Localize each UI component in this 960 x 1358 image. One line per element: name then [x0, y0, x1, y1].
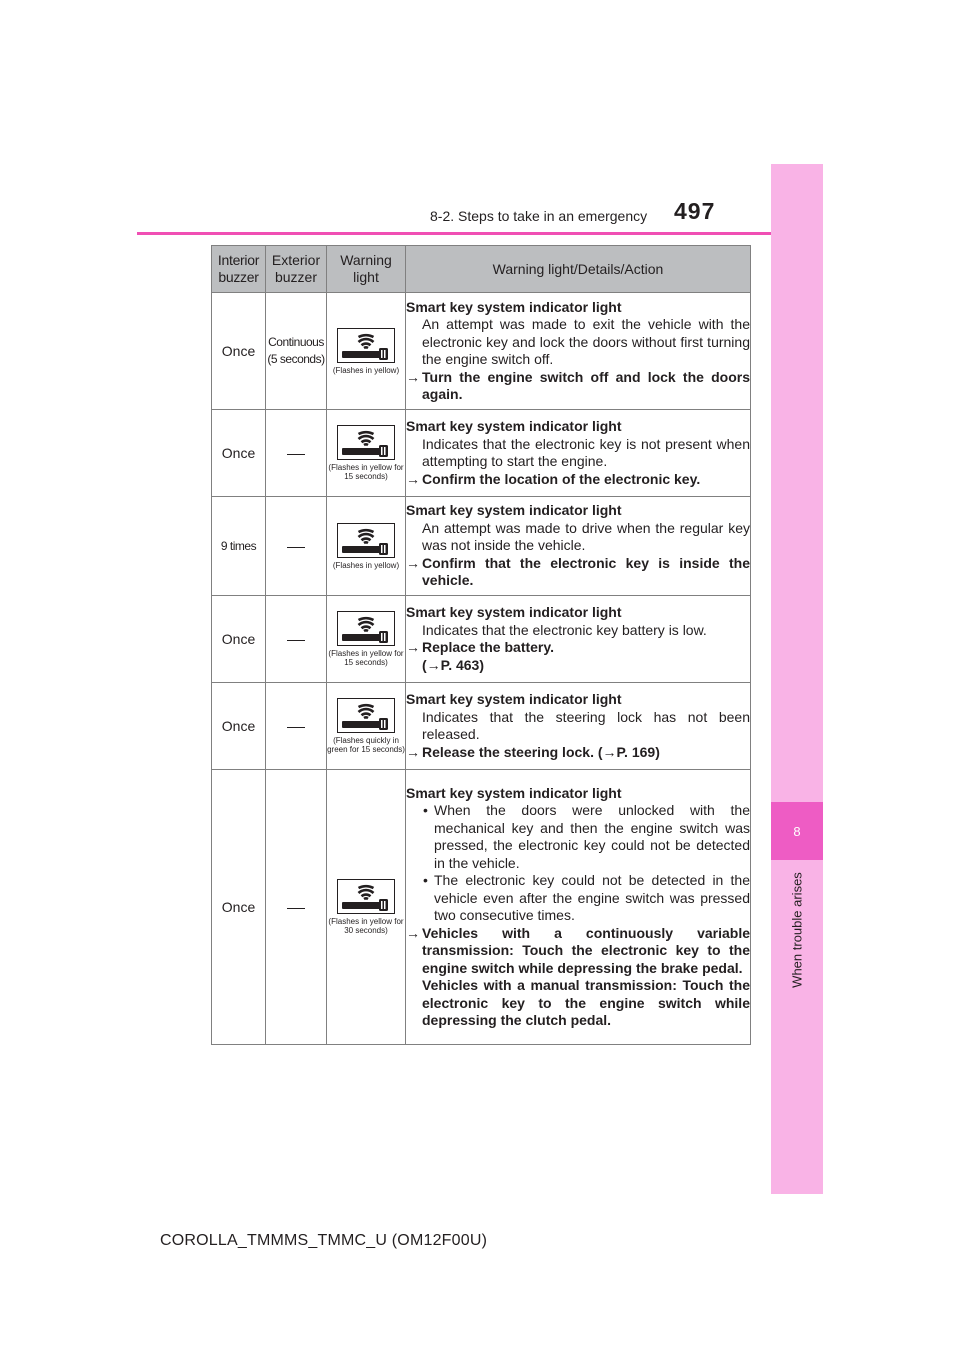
light-caption: (Flashes in yellow): [332, 560, 400, 570]
smart-key-indicator-icon: [337, 425, 395, 460]
light-caption: (Flashes in yellow): [332, 365, 400, 375]
interior-buzzer-cell: Once: [212, 293, 266, 410]
detail-action-2: Vehicles with a manual transmission: Touch the electronic key to the engine switch while depressing the clutch pedal.: [422, 977, 750, 1028]
warning-table: [211, 245, 751, 1045]
detail-body: An attempt was made to drive when the regular key was not inside the vehicle.: [422, 519, 750, 554]
smart-key-indicator-icon: [337, 611, 395, 646]
exterior-buzzer-cell: [266, 596, 327, 683]
dash-icon: [287, 727, 305, 728]
detail-title: Smart key system indicator light: [406, 784, 622, 801]
light-caption: (Flashes in yellow for 30 seconds): [328, 917, 404, 935]
interior-buzzer-cell: Once: [212, 596, 266, 683]
page-reference: (→P. 463): [422, 656, 484, 673]
header-details: Warning light/Details/Action: [406, 246, 751, 293]
detail-action: → Confirm the location of the electronic key.: [406, 470, 701, 487]
header-rule: [137, 232, 823, 235]
detail-action: → Release the steering lock. (→P. 169): [406, 743, 660, 760]
header-interior-buzzer: Interior buzzer: [212, 246, 266, 293]
side-tab-chapter-label: When trouble arises: [789, 872, 805, 988]
detail-action: → Turn the engine switch off and lock the doors again.: [406, 368, 750, 402]
detail-body: Indicates that the electronic key is not present when attempting to start the engine.: [422, 435, 750, 469]
interior-buzzer-cell: Once: [212, 683, 266, 770]
detail-action: → Confirm that the electronic key is inside the vehicle.: [406, 554, 750, 589]
details-cell: [406, 410, 751, 497]
section-title: 8-2. Steps to take in an emergency: [430, 208, 648, 224]
light-caption: (Flashes quickly in green for 15 seconds): [327, 736, 405, 754]
dash-icon: [287, 908, 305, 909]
dash-icon: [287, 640, 305, 641]
arrow-right-icon: →: [406, 743, 420, 760]
exterior-buzzer-cell: [266, 770, 327, 1045]
detail-title: Smart key system indicator light: [406, 604, 622, 620]
detail-title: Smart key system indicator light: [406, 691, 622, 707]
list-item: • When the doors were unlocked with the mechanical key and then the engine switch was pressed, the electronic key could not be detected in the vehicle.: [406, 802, 750, 872]
details-cell: [406, 497, 751, 596]
warning-light-cell: [327, 497, 406, 596]
smart-key-indicator-icon: [337, 698, 395, 733]
page-number: 497: [674, 198, 716, 224]
table-row: [212, 770, 751, 1045]
table-row: [212, 683, 751, 770]
detail-body: Indicates that the steering lock has not been released.: [422, 708, 750, 742]
smart-key-indicator-icon: [337, 328, 395, 363]
detail-body: Indicates that the electronic key battery is low.: [422, 621, 707, 638]
header-exterior-buzzer: Exterior buzzer: [266, 246, 327, 293]
header-warning-light: Warning light: [327, 246, 406, 293]
exterior-buzzer-cell: [266, 410, 327, 497]
exterior-buzzer-cell: [266, 683, 327, 770]
warning-light-cell: [327, 770, 406, 1045]
smart-key-indicator-icon: [337, 879, 395, 914]
dash-icon: [287, 547, 305, 548]
warning-light-cell: [327, 293, 406, 410]
details-cell: [406, 293, 751, 410]
arrow-right-icon: →: [406, 368, 420, 385]
warning-light-cell: [327, 683, 406, 770]
details-cell: [406, 683, 751, 770]
arrow-right-icon: →: [406, 554, 420, 571]
detail-bullets: [406, 802, 750, 925]
list-item: • The electronic key could not be detected in the vehicle even after the engine switch was pressed two consecutive times.: [406, 872, 750, 925]
detail-title: Smart key system indicator light: [406, 502, 622, 519]
arrow-right-icon: →: [406, 470, 420, 487]
detail-action: → Replace the battery. (→P. 463): [406, 639, 750, 674]
light-caption: (Flashes in yellow for 15 seconds): [328, 649, 404, 667]
side-tab-chapter-number: 8: [771, 802, 823, 860]
table-row: [212, 497, 751, 596]
detail-action: → Vehicles with a continuously variable transmission: Touch the electronic key to the engine switch while depressing the brake pedal. Vehicles with a manual transmission: Touch the electronic key to the engine switch while depressing the clutch pedal.: [406, 924, 750, 1028]
detail-body: An attempt was made to exit the vehicle with the electronic key and lock the doors without first turning the engine switch off.: [422, 316, 750, 367]
table-row: [212, 596, 751, 683]
interior-buzzer-cell: 9 times: [212, 497, 266, 596]
arrow-right-icon: →: [406, 639, 420, 655]
details-cell: [406, 596, 751, 683]
interior-buzzer-cell: Once: [212, 410, 266, 497]
warning-light-cell: [327, 410, 406, 497]
table-header-row: [212, 246, 751, 293]
exterior-buzzer-cell: [266, 497, 327, 596]
warning-light-cell: [327, 596, 406, 683]
detail-title: Smart key system indicator light: [406, 298, 622, 315]
detail-title: Smart key system indicator light: [406, 418, 622, 434]
footer-code: COROLLA_TMMMS_TMMC_U (OM12F00U): [160, 1232, 488, 1249]
light-caption: (Flashes in yellow for 15 seconds): [328, 463, 404, 481]
table-row: [212, 293, 751, 410]
exterior-buzzer-cell: Continuous (5 seconds): [266, 293, 327, 410]
arrow-right-icon: →: [406, 924, 420, 941]
dash-icon: [287, 454, 305, 455]
side-tab: [771, 164, 823, 1194]
table-row: [212, 410, 751, 497]
interior-buzzer-cell: Once: [212, 770, 266, 1045]
details-cell: [406, 770, 751, 1045]
smart-key-indicator-icon: [337, 523, 395, 558]
